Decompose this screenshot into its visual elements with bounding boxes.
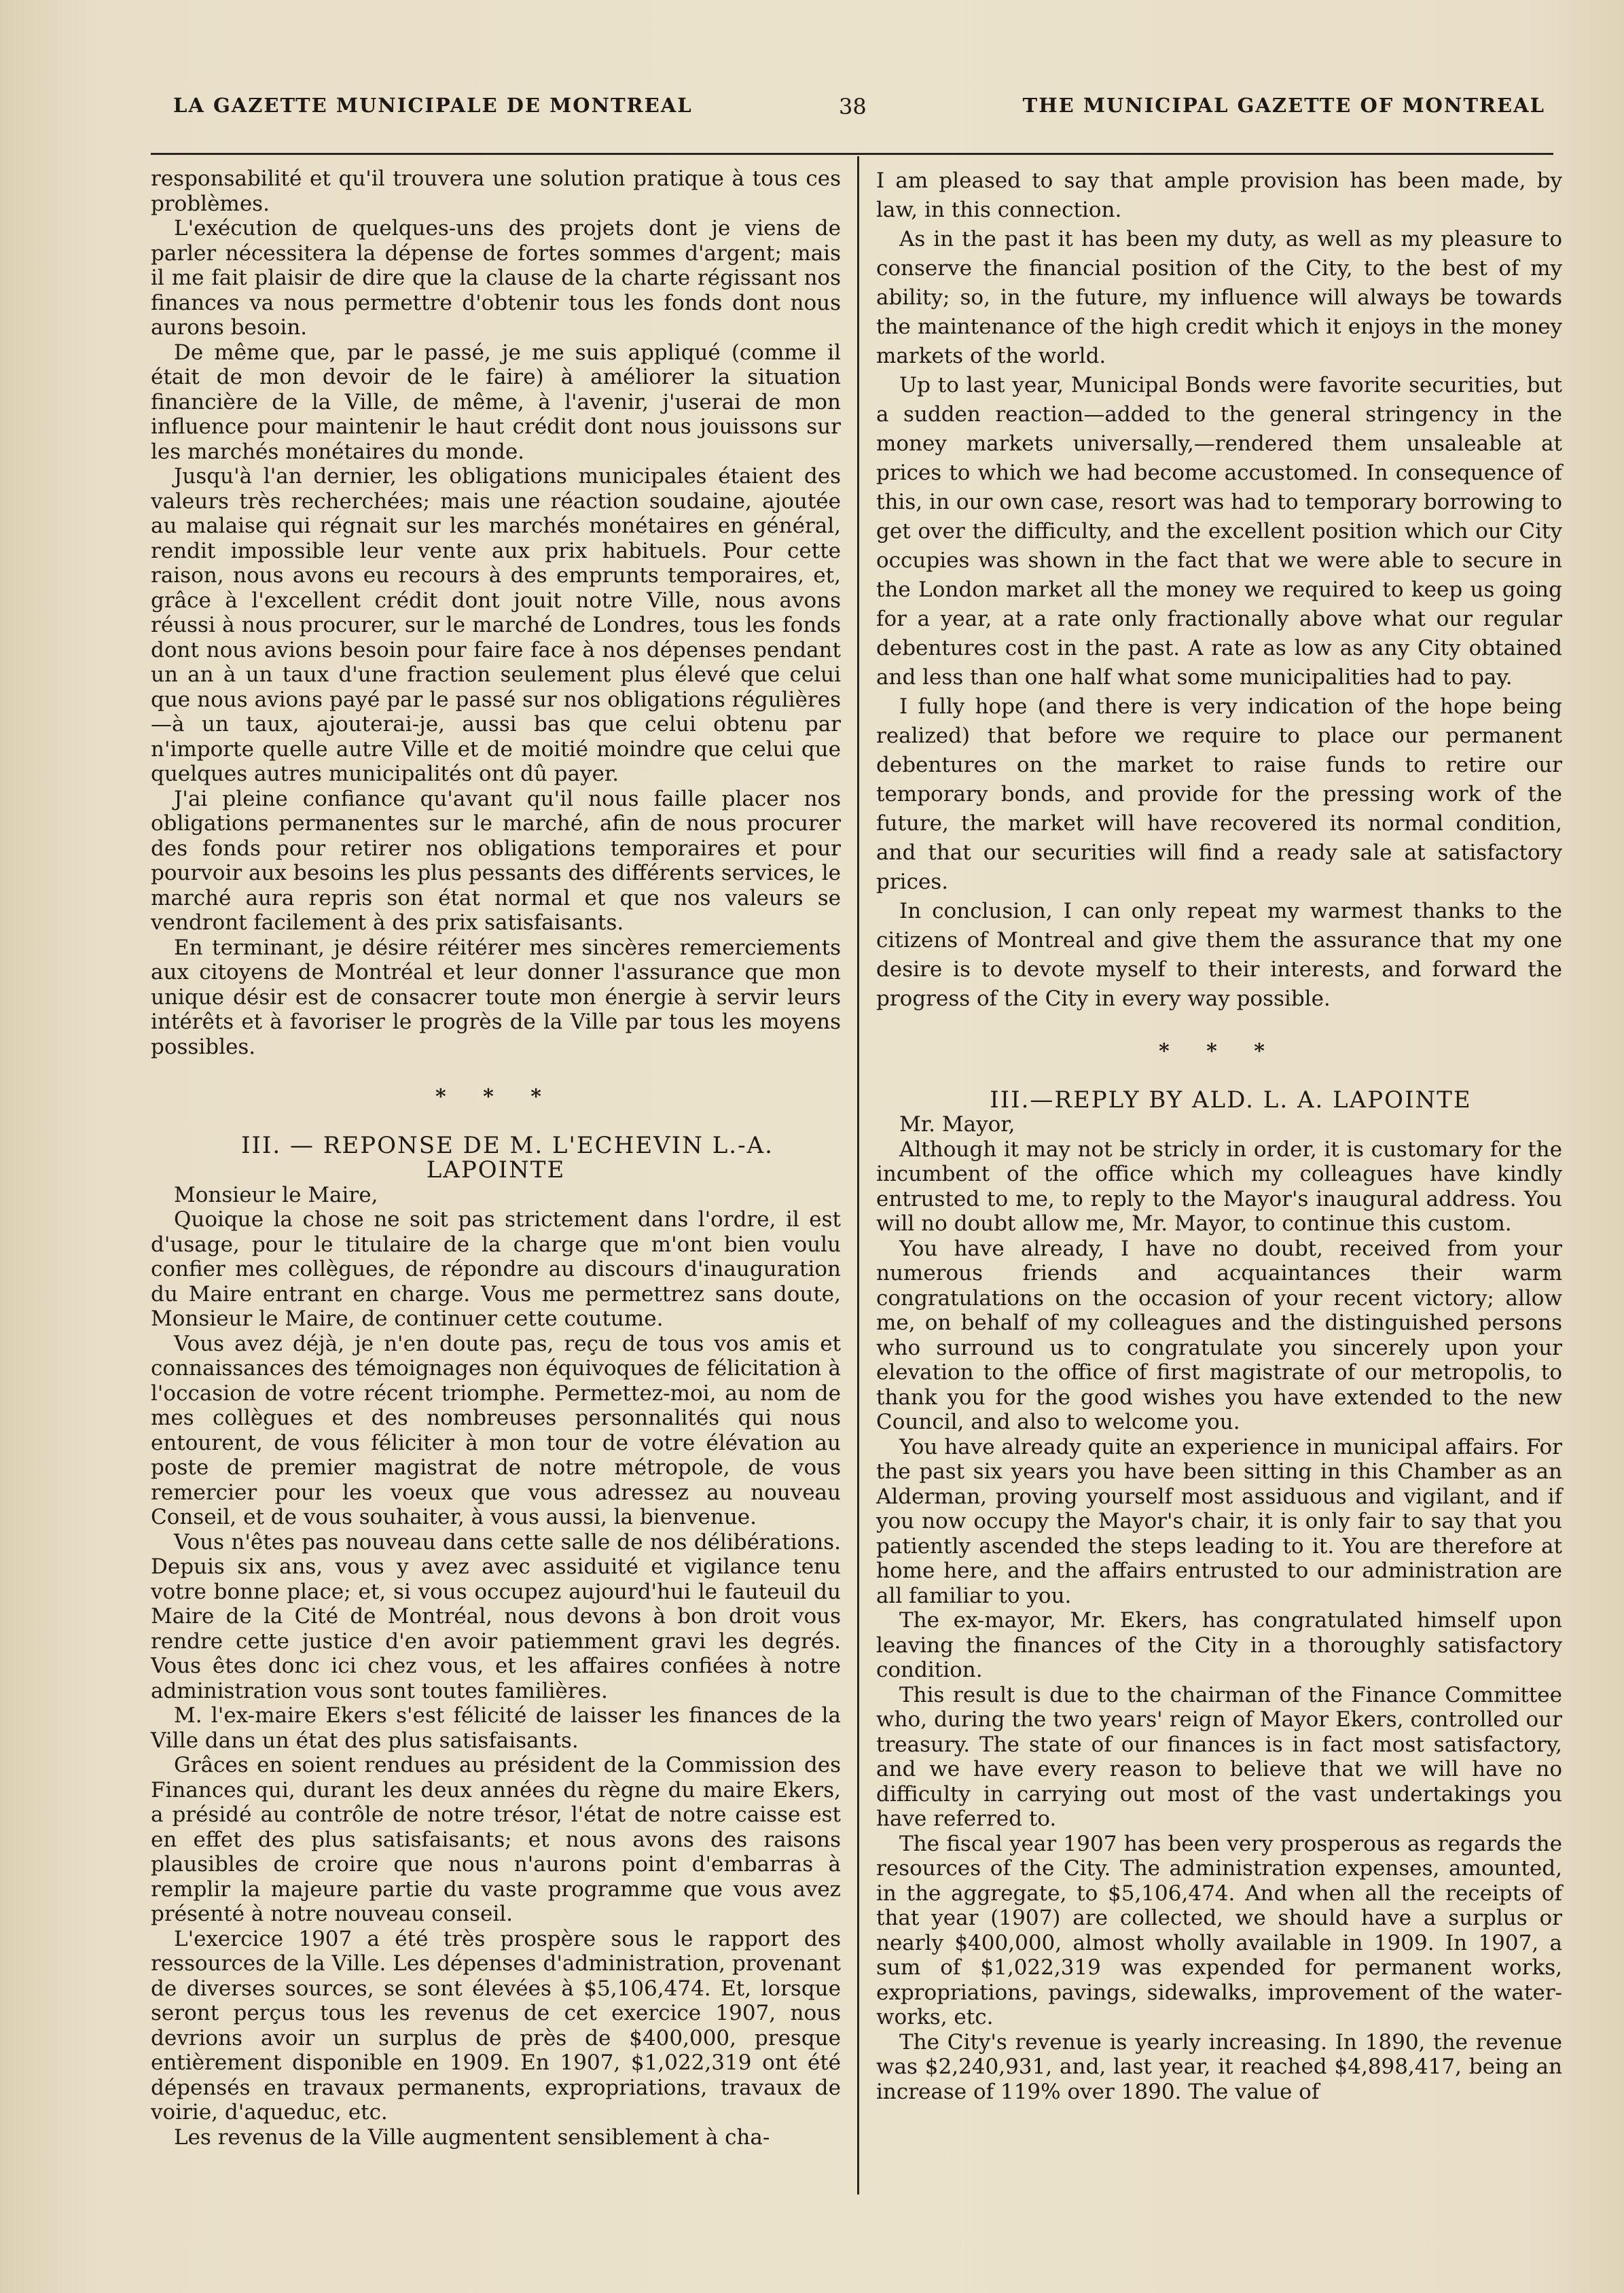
- paragraph: Although it may not be stricly in order, it is customary for the incumbent of the office which my colleagues have kindly entrusted to me, to reply to the Mayor's inaugural address. You will no doubt allow me, Mr. Mayor, to continue this custom.: [876, 1137, 1562, 1236]
- paragraph: Grâces en soient rendues au président de la Commission des Finances qui, durant les deux années du règne du maire Ekers, a présidé au contrôle de notre trésor, l'état de notre caisse est en effet des plus satisfaisants; et nous avons des raisons plausibles de croire que nous n'aurons point d'embarras à remplir la majeure partie du vaste programme que vous avez présenté à notre nouveau conseil.: [151, 1753, 841, 1926]
- salutation: Mr. Mayor,: [899, 1112, 1015, 1137]
- salutation: Monsieur le Maire,: [174, 1182, 378, 1207]
- paragraph: This result is due to the chairman of the Finance Committee who, during the two years' reign of Mayor Ekers, controlled our treasury. The state of our finances is in fact most satisfactory, and we have every reason to believe that we will have no difficulty in carrying out most of the vast undertakings you have referred to.: [876, 1682, 1562, 1831]
- paragraph: As in the past it has been my duty, as well as my pleasure to conserve the financial position of the City, to the best of my ability; so, in the future, my influence will always be towards the maintenance of the high credit which it enjoys in the money markets of the world.: [876, 227, 1562, 368]
- paragraph: responsabilité et qu'il trouvera une solution pratique à tous ces problèmes.: [151, 166, 841, 216]
- paragraph: In conclusion, I can only repeat my warmest thanks to the citizens of Montreal and give them the assurance that my one desire is to devote myself to their interests, and forward the progress of the City in every way possible.: [876, 899, 1562, 1011]
- header-rule: [151, 153, 1553, 155]
- french-column: [151, 166, 841, 2150]
- paragraph: I am pleased to say that ample provision has been made, by law, in this connection.: [876, 168, 1562, 222]
- paragraph: You have already, I have no doubt, received from your numerous friends and acquaintances their warm congratulations on the occasion of your recent victory; allow me, on behalf of my colleagues and the distinguished persons who surround us to congratulate you sincerely upon your elevation to the office of first magistrate of our metropolis, to thank you for the good wishes you have extended to the new Council, and also to welcome you.: [876, 1236, 1562, 1434]
- paragraph: Les revenus de la Ville augmentent sensiblement à cha-: [174, 2125, 770, 2150]
- page-header: [173, 94, 1545, 135]
- paragraph: L'exercice 1907 a été très prospère sous le rapport des ressources de la Ville. Les dépenses d'administration, provenant de diverses sources, se sont élevées à $5,106,474. Et, lorsque seront perçus tous les revenus de cet exercice 1907, nous devrions avoir un surplus de près de $400,000, presque entièrement disponible en 1909. En 1907, $1,022,319 ont été dépensés en travaux permanents, expropriations, travaux de voirie, d'aqueduc, etc.: [151, 1926, 841, 2125]
- paragraph: Up to last year, Municipal Bonds were favorite securities, but a sudden reaction—added to the general stringency in the money markets universally,—rendered them unsaleable at prices to which we had become accustomed. In consequence of this, in our own case, resort was had to temporary borrowing to get over the difficulty, and the excellent position which our City occupies was shown in the fact that we were able to secure in the London market all the money we required to keep us going for a year, at a rate only fractionally above what our regular debentures cost in the past. A rate as low as any City obtained and less than one half what some municipalities had to pay.: [876, 373, 1562, 690]
- section-title: III. — REPONSE DE M. L'ECHEVIN L.-A. LAPOINTE: [241, 1131, 774, 1184]
- paragraph: Vous avez déjà, je n'en doute pas, reçu de tous vos amis et connaissances des témoignages non équivoques de félicitation à l'occasion de votre récent triomphe. Permettez-moi, au nom de mes collègues et des nombreuses personnalités qui nous entourent, de vous féliciter à mon tour de votre élévation au poste de premier magistrat de notre métropole, de vous remercier pour les voeux que vous adressez au nouveau Conseil, et de vous souhaiter, à vous aussi, la bienvenue.: [151, 1331, 841, 1529]
- paragraph: You have already quite an experience in municipal affairs. For the past six years you have been sitting in this Chamber as an Alderman, proving yourself most assiduous and vigilant, and if you now occupy the Mayor's chair, it is only fair to say that you patiently ascended the steps leading to it. You are therefore at home here, and the affairs entrusted to our administration are all familiar to you.: [876, 1434, 1562, 1608]
- english-masthead: THE MUNICIPAL GAZETTE OF MONTREAL: [1022, 94, 1545, 117]
- paragraph: De même que, par le passé, je me suis appliqué (comme il était de mon devoir de le faire) à améliorer la situation financière de la Ville, de même, à l'avenir, j'userai de mon influence pour maintenir le haut crédit dont nous jouissons sur les marchés monétaires du monde.: [151, 340, 841, 464]
- page-number: 38: [839, 94, 867, 120]
- paragraph: The City's revenue is yearly increasing. In 1890, the revenue was $2,240,931, and, last year, it reached $4,898,417, being an increase of 119% over 1890. The value of: [876, 2029, 1562, 2104]
- paragraph: J'ai pleine confiance qu'avant qu'il nous faille placer nos obligations permanentes sur le marché, afin de nous procurer des fonds pour retirer nos obligations temporaires et pour pourvoir aux besoins les plus pessants des différents services, le marché aura repris son état normal et que nos valeurs se vendront facilement à des prix satisfaisants.: [151, 786, 841, 935]
- paragraph: The fiscal year 1907 has been very prosperous as regards the resources of the City. The administration expenses, amounted, in the aggregate, to $5,106,474. And when all the receipts of that year (1907) are collected, we should have a surplus or nearly $400,000, almost wholly available in 1909. In 1907, a sum of $1,022,319 was expended for permanent works, expropriations, pavings, sidewalks, improvement of the water-works, etc.: [876, 1831, 1562, 2029]
- section-title: III.—REPLY BY ALD. L. A. LAPOINTE: [990, 1086, 1472, 1114]
- paragraph: Vous n'êtes pas nouveau dans cette salle de nos délibérations. Depuis six ans, vous y avez avec assiduité et vigilance tenu votre bonne place; et, si vous occupez aujourd'hui le fauteuil du Maire de la Cité de Montréal, nous devons à bon droit vous rendre cette justice d'en avoir patiemment gravi les degrés. Vous êtes donc ici chez vous, et les affaires confiées à notre administration vous sont toutes familières.: [151, 1529, 841, 1703]
- paragraph: M. l'ex-maire Ekers s'est félicité de laisser les finances de la Ville dans un état des plus satisfaisants.: [151, 1703, 841, 1753]
- paragraph: Quoique la chose ne soit pas strictement dans l'ordre, il est d'usage, pour le titulaire de la charge que m'ont bien voulu confier mes collègues, de répondre au discours d'inauguration du Maire entrant en charge. Vous me permettrez sans doute, Monsieur le Maire, de continuer cette coutume.: [151, 1207, 841, 1331]
- section-separator: * * *: [1159, 1039, 1280, 1063]
- french-masthead: LA GAZETTE MUNICIPALE DE MONTREAL: [173, 94, 693, 117]
- lead-block: [876, 166, 1562, 1014]
- paragraph: En terminant, je désire réitérer mes sincères remerciements aux citoyens de Montréal et leur donner l'assurance que mon unique désir est de consacrer toute mon énergie à servir leurs intérêts et à favoriser le progrès de la Ville par tous les moyens possibles.: [151, 935, 841, 1059]
- paragraph: The ex-mayor, Mr. Ekers, has congratulated himself upon leaving the finances of the City in a thoroughly satisfactory condition.: [876, 1608, 1562, 1682]
- paragraph: I fully hope (and there is very indication of the hope being realized) that before we require to place our permanent debentures on the market to raise funds to retire our temporary bonds, and provide for the pressing work of the future, the market will have recovered its normal condition, and that our securities will find a ready sale at satisfactory prices.: [876, 694, 1562, 894]
- english-column: [876, 166, 1562, 2104]
- paragraph: Jusqu'à l'an dernier, les obligations municipales étaient des valeurs très recherchées; mais une réaction soudaine, ajoutée au malaise qui régnait sur les marchés monétaires en général, rendit impossible leur vente aux prix habituels. Pour cette raison, nous avons eu recours à des emprunts temporaires, et, grâce à l'excellent crédit dont jouit notre Ville, nous avons réussi à nous procurer, sur le marché de Londres, tous les fonds dont nous avions besoin pour faire face à nos dépenses pendant un an à un taux d'une fraction seulement plus élevé que celui que nous avions payé par le passé sur nos obligations régulières—à un taux, ajouterai-je, aussi bas que celui obtenu par n'importe quelle autre Ville et de moitié moindre que celui que quelques autres municipalités ont dû payer.: [151, 464, 841, 786]
- section-separator: * * *: [435, 1085, 556, 1109]
- column-divider: [857, 156, 859, 2194]
- paragraph: L'exécution de quelques-uns des projets dont je viens de parler nécessitera la dépense de fortes sommes d'argent; mais il me fait plaisir de dire que la clause de la charte régissant nos finances va nous permettre d'obtenir tous les fonds dont nous aurons besoin.: [151, 216, 841, 340]
